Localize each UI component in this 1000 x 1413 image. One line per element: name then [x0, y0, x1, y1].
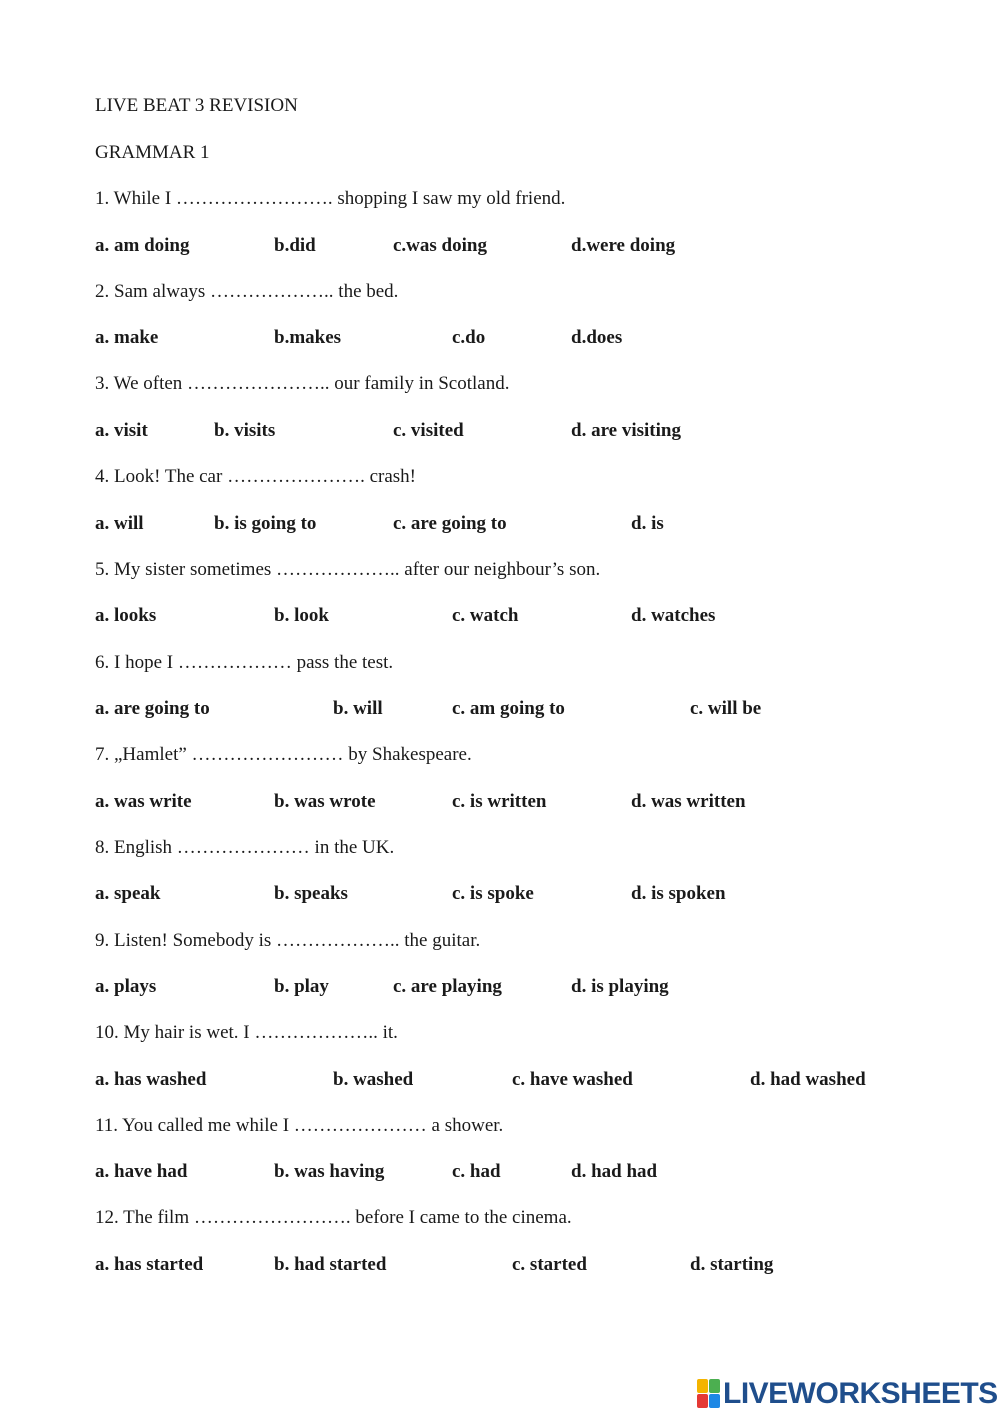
option-d[interactable]: d. is playing	[571, 976, 669, 997]
option-a[interactable]: a. looks	[95, 605, 157, 626]
options-4	[0, 513, 1000, 535]
question-7: 7. „Hamlet” …………………… by Shakespeare.	[95, 744, 472, 765]
options-12	[0, 1254, 1000, 1276]
options-8	[0, 883, 1000, 905]
options-9	[0, 976, 1000, 998]
options-10	[0, 1069, 1000, 1091]
option-a[interactable]: a. have had	[95, 1161, 188, 1182]
option-c[interactable]: c. is written	[452, 791, 547, 812]
question-3: 3. We often ………………….. our family in Scotland.	[95, 373, 510, 394]
options-7	[0, 791, 1000, 813]
question-6: 6. I hope I ……………… pass the test.	[95, 652, 394, 673]
option-c[interactable]: c. are going to	[393, 513, 507, 534]
logo-mark-icon	[697, 1379, 721, 1409]
option-c[interactable]: c.do	[452, 327, 486, 348]
option-b[interactable]: b. visits	[214, 420, 276, 441]
question-10: 10. My hair is wet. I ……………….. it.	[95, 1022, 398, 1043]
option-c[interactable]: c. have washed	[512, 1069, 633, 1090]
option-d[interactable]: d. is spoken	[631, 883, 726, 904]
option-d[interactable]: d. starting	[690, 1254, 774, 1275]
section-heading: GRAMMAR 1	[95, 142, 210, 163]
option-c[interactable]: c. started	[512, 1254, 587, 1275]
option-d[interactable]: d. watches	[631, 605, 716, 626]
options-2	[0, 327, 1000, 349]
option-a[interactable]: a. visit	[95, 420, 148, 441]
option-b[interactable]: b.makes	[274, 327, 342, 348]
option-c[interactable]: c. visited	[393, 420, 464, 441]
option-a[interactable]: a. plays	[95, 976, 157, 997]
option-d[interactable]: d.does	[571, 327, 623, 348]
option-c[interactable]: c. am going to	[452, 698, 565, 719]
option-a[interactable]: a. will	[95, 513, 144, 534]
worksheet-title: LIVE BEAT 3 REVISION	[95, 95, 298, 116]
option-c[interactable]: c. are playing	[393, 976, 502, 997]
options-3	[0, 420, 1000, 442]
options-5	[0, 605, 1000, 627]
option-b[interactable]: b. is going to	[214, 513, 317, 534]
option-c[interactable]: c.was doing	[393, 235, 487, 256]
logo-square-blue	[709, 1394, 720, 1408]
option-a[interactable]: a. was write	[95, 791, 192, 812]
option-b[interactable]: b. look	[274, 605, 329, 626]
option-a[interactable]: a. are going to	[95, 698, 210, 719]
logo-text: LIVEWORKSHEETS	[723, 1377, 998, 1410]
option-b[interactable]: b. washed	[333, 1069, 414, 1090]
option-d[interactable]: d. are visiting	[571, 420, 681, 441]
logo-square-yellow	[697, 1379, 708, 1393]
liveworksheets-logo	[697, 1376, 998, 1412]
option-a[interactable]: a. has washed	[95, 1069, 207, 1090]
option-b[interactable]: b. had started	[274, 1254, 387, 1275]
option-b[interactable]: b. was wrote	[274, 791, 376, 812]
option-b[interactable]: b. play	[274, 976, 329, 997]
options-1	[0, 235, 1000, 257]
option-a[interactable]: a. speak	[95, 883, 161, 904]
option-a[interactable]: a. has started	[95, 1254, 204, 1275]
option-b[interactable]: b. will	[333, 698, 383, 719]
logo-square-red	[697, 1394, 708, 1408]
options-6	[0, 698, 1000, 720]
question-4: 4. Look! The car …………………. crash!	[95, 466, 416, 487]
option-d[interactable]: c. will be	[690, 698, 762, 719]
question-9: 9. Listen! Somebody is ……………….. the guitar.	[95, 930, 481, 951]
question-8: 8. English ………………… in the UK.	[95, 837, 395, 858]
question-1: 1. While I ……………………. shopping I saw my old friend.	[95, 188, 566, 209]
option-d[interactable]: d. is	[631, 513, 664, 534]
option-a[interactable]: a. make	[95, 327, 159, 348]
option-d[interactable]: d. was written	[631, 791, 746, 812]
option-b[interactable]: b.did	[274, 235, 316, 256]
option-c[interactable]: c. is spoke	[452, 883, 534, 904]
question-5: 5. My sister sometimes ……………….. after our neighbour’s son.	[95, 559, 601, 580]
question-12: 12. The film ……………………. before I came to the cinema.	[95, 1207, 572, 1228]
option-d[interactable]: d. had washed	[750, 1069, 866, 1090]
option-c[interactable]: c. had	[452, 1161, 501, 1182]
option-b[interactable]: b. was having	[274, 1161, 385, 1182]
option-b[interactable]: b. speaks	[274, 883, 348, 904]
option-d[interactable]: d.were doing	[571, 235, 676, 256]
options-11	[0, 1161, 1000, 1183]
option-c[interactable]: c. watch	[452, 605, 519, 626]
option-a[interactable]: a. am doing	[95, 235, 190, 256]
question-2: 2. Sam always ……………….. the bed.	[95, 281, 399, 302]
question-11: 11. You called me while I ………………… a shower.	[95, 1115, 504, 1136]
option-d[interactable]: d. had had	[571, 1161, 658, 1182]
logo-square-green	[709, 1379, 720, 1393]
